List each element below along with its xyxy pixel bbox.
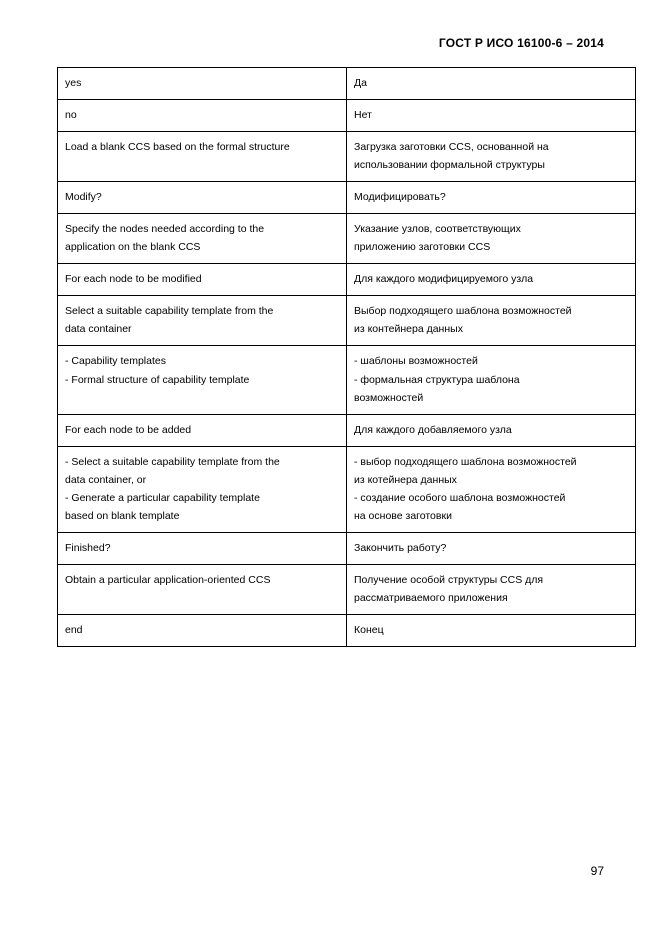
table-cell-english <box>58 264 347 296</box>
cell-line: - Generate a particular capability template <box>65 491 260 504</box>
cell-line: - выбор подходящего шаблона возможностей <box>354 455 577 468</box>
table-row <box>58 264 636 296</box>
table-row <box>58 100 636 132</box>
table-cell-russian <box>347 182 636 214</box>
translation-table <box>57 67 636 647</box>
table-cell-english <box>58 414 347 446</box>
cell-line: Finished? <box>65 541 111 554</box>
cell-line: из контейнера данных <box>354 323 463 336</box>
table-cell-english <box>58 100 347 132</box>
cell-line: Нет <box>354 109 372 122</box>
cell-line: Загрузка заготовки CCS, основанной на <box>354 141 549 154</box>
translation-table-container <box>57 67 605 647</box>
translation-table-body <box>58 68 636 647</box>
table-cell-english <box>58 182 347 214</box>
table-row <box>58 296 636 346</box>
cell-line: Конец <box>354 623 384 636</box>
cell-line: - Formal structure of capability template <box>65 373 250 386</box>
table-row <box>58 446 636 532</box>
cell-line: рассматриваемого приложения <box>354 591 508 604</box>
table-cell-russian <box>347 100 636 132</box>
cell-line: - шаблоны возможностей <box>354 355 478 368</box>
cell-line: приложению заготовки CCS <box>354 241 491 254</box>
table-cell-russian <box>347 532 636 564</box>
page-header-title: ГОСТ Р ИСО 16100-6 – 2014 <box>438 36 604 50</box>
table-cell-russian <box>347 414 636 446</box>
table-cell-russian <box>347 68 636 100</box>
cell-line: data container, or <box>65 473 147 486</box>
table-cell-english <box>58 564 347 614</box>
table-cell-english <box>58 296 347 346</box>
cell-line: Load a blank CCS based on the formal structure <box>65 141 290 154</box>
table-cell-english <box>58 132 347 182</box>
cell-line: - создание особого шаблона возможностей <box>354 491 566 504</box>
cell-line: - формальная структура шаблона <box>354 373 520 386</box>
cell-line: из котейнера данных <box>354 473 457 486</box>
cell-line: Да <box>354 77 367 89</box>
table-row <box>58 346 636 414</box>
cell-line: использовании формальной структуры <box>354 159 545 172</box>
table-row <box>58 532 636 564</box>
cell-line: yes <box>65 77 82 89</box>
table-cell-russian <box>347 214 636 264</box>
cell-line: based on blank template <box>65 509 180 522</box>
cell-line: - Select a suitable capability template from the <box>65 455 280 468</box>
page-number: 97 <box>590 864 604 878</box>
cell-line: Specify the nodes needed according to the <box>65 223 265 236</box>
table-row <box>58 564 636 614</box>
cell-line: data container <box>65 323 132 336</box>
table-row <box>58 132 636 182</box>
cell-line: For each node to be added <box>65 423 192 436</box>
cell-line: Получение особой структуры CCS для <box>354 573 544 586</box>
table-cell-english <box>58 614 347 646</box>
table-cell-russian <box>347 564 636 614</box>
cell-line: no <box>65 109 77 122</box>
cell-line: Для каждого добавляемого узла <box>354 423 512 436</box>
table-cell-russian <box>347 614 636 646</box>
cell-line: For each node to be modified <box>65 273 202 286</box>
cell-line: на основе заготовки <box>354 509 452 522</box>
table-cell-english <box>58 346 347 414</box>
cell-line: Select a suitable capability template from the <box>65 305 274 318</box>
table-cell-english <box>58 532 347 564</box>
table-row <box>58 214 636 264</box>
cell-line: Obtain a particular application-oriented CCS <box>65 573 271 586</box>
table-row <box>58 182 636 214</box>
cell-line: Выбор подходящего шаблона возможностей <box>354 305 572 318</box>
cell-line: Закончить работу? <box>354 541 447 554</box>
table-cell-russian <box>347 296 636 346</box>
cell-line: Модифицировать? <box>354 191 446 204</box>
table-cell-russian <box>347 264 636 296</box>
cell-line: Для каждого модифицируемого узла <box>354 273 534 286</box>
table-cell-english <box>58 446 347 532</box>
table-cell-russian <box>347 132 636 182</box>
cell-line: - Capability templates <box>65 355 166 368</box>
table-cell-russian <box>347 446 636 532</box>
table-cell-english <box>58 214 347 264</box>
cell-line: Modify? <box>65 191 102 204</box>
table-cell-english <box>58 68 347 100</box>
cell-line: end <box>65 623 83 636</box>
cell-line: возможностей <box>354 391 424 404</box>
table-row <box>58 414 636 446</box>
table-row <box>58 68 636 100</box>
cell-line: Указание узлов, соответствующих <box>354 223 521 236</box>
table-cell-russian <box>347 346 636 414</box>
cell-line: application on the blank CCS <box>65 241 201 254</box>
table-row <box>58 614 636 646</box>
